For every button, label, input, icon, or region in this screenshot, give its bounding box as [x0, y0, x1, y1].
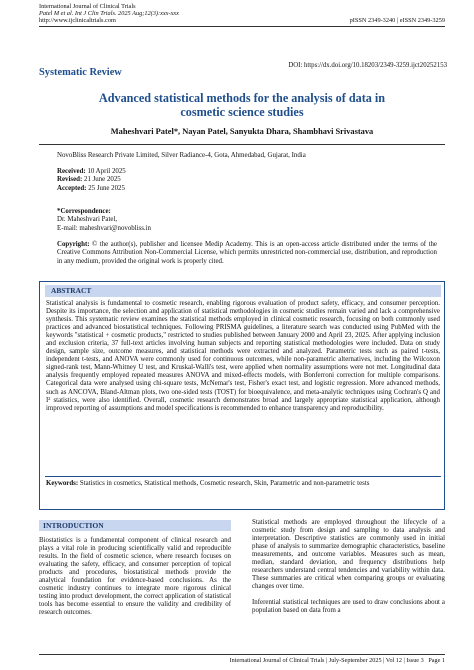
affiliation: NovoBliss Research Private Limited, Silver Radiance-4, Gota, Ahmedabad, Gujarat, India — [57, 152, 306, 159]
copyright-text: © the author(s), publisher and licensee Medip Academy. This is an open-access article distributed under the terms of the Creative Commons Attribution Non-Commercial License, which permits unrestricted non-commercial use, distribution, and reproduction in any medium, provided the original work is properly cited. — [57, 241, 437, 265]
issn-label: pISSN 2349-3240 | eISSN 2349-3259 — [349, 17, 445, 24]
introduction-left-column: Biostatistics is a fundamental component of clinical research and plays a vital role in producing scientifically valid and reproducible results. In the field of cosmetic science, where research focuses on evaluating the safety, efficacy, and consumer perception of topical products and procedures, biostatistical methods provide the analytical foundation for evidence-based conclusions. As the cosmetic industry continues to integrate more rigorous clinical testing into product development, the correct application of statistical tools has become essential to ensure the validity and credibility of research outcomes. — [39, 537, 231, 617]
revised-date: 21 June 2025 — [84, 176, 121, 184]
keywords — [46, 480, 440, 488]
keywords-label: Keywords: — [46, 480, 79, 487]
accepted-date: 25 June 2025 — [88, 184, 125, 192]
copyright-notice — [57, 241, 437, 266]
title-line-2: cosmetic science studies — [180, 105, 304, 119]
abstract-heading: ABSTRACT — [45, 285, 441, 297]
keywords-text: Statistics in cosmetics, Statistical methods, Cosmetic research, Skin, Parametric and non-parametric tests — [79, 480, 370, 487]
footer-rule — [39, 654, 445, 655]
journal-header — [39, 3, 179, 25]
correspondence — [57, 208, 151, 233]
correspondence-label: *Correspondence: — [57, 208, 111, 215]
journal-name: International Journal of Clinical Trials — [39, 3, 136, 10]
received-date: 10 April 2025 — [87, 168, 126, 175]
introduction-right-column — [252, 519, 445, 624]
received-label: Received: — [57, 168, 86, 175]
authors-rule — [39, 144, 445, 145]
correspondence-email[interactable]: E-mail: maheshvari@novobliss.in — [57, 224, 151, 232]
header-rule — [39, 26, 445, 27]
article-type: Systematic Review — [39, 67, 122, 78]
article-title — [39, 91, 445, 119]
correspondence-name: Dr. Maheshvari Patel, — [57, 216, 118, 224]
page-number: Page 1 — [428, 657, 445, 664]
title-line-1: Advanced statistical methods for the analysis of data in — [98, 91, 386, 105]
journal-website[interactable]: http://www.ijclinicaltrials.com — [39, 17, 116, 25]
author-list: Maheshvari Patel*, Nayan Patel, Sanyukta Dhara, Shambhavi Srivastava — [110, 127, 374, 136]
abstract-divider — [45, 476, 441, 477]
journal-citation: Patel M et al. Int J Clin Trials. 2025 Aug;12(3):xxx-xxx — [39, 10, 179, 18]
intro-paragraph-1: Statistical methods are employed throughout the lifecycle of a cosmetic study from design and sampling to data analysis and interpretation. Descriptive statistics are commonly used in initial phase of analysis to summarize demographic characteristics, baseline measurements, and outcome variables. Measures such as mean, median, standard deviation, and frequency distributions help researchers understand central tendencies and variability within data. These summaries are critical when comparing groups or evaluating changes over time. — [252, 519, 445, 591]
doi-link[interactable]: DOI: https://dx.doi.org/10.18203/2349-3259.ijct20252153 — [288, 62, 447, 69]
copyright-label: Copyright: — [57, 241, 90, 248]
introduction-heading: INTRODUCTION — [39, 520, 231, 531]
article-dates — [57, 168, 126, 193]
abstract-box — [39, 281, 445, 510]
revised-label: Revised: — [57, 176, 83, 184]
abstract-text: Statistical analysis is fundamental to cosmetic research, enabling rigorous evaluation of product safety, efficacy, and consumer perception. Despite its importance, the selection and application of statistical methodologies in cosmetic studies remain varied and lack a comprehensive synthesis. This systematic review examines the statistical methods employed in clinical cosmetic research, focusing on both commonly used practices and advanced biostatistical techniques. Following PRISMA guidelines, a literature search was conducted using PubMed with the keywords "statistical + cosmetic products," restricted to studies published between January 2000 and April 23, 2025. After applying inclusion and exclusion criteria, 37 full-text articles involving human subjects and reporting statistical methodologies were included. Data on study design, sample size, outcome measures, and statistical methods were extracted and analyzed. Parametric tests such as paired t-tests, independent t-tests, and ANOVA were commonly used for continuous outcomes, while non-parametric alternatives, including the Wilcoxon signed-rank test, Mann-Whitney U test, and Kruskal-Walli's test, were applied when normality assumptions were not met. Longitudinal data analysis frequently employed repeated measures ANOVA and mixed-effects models, with Bonferroni correction for multiple comparisons. Categorical data were analysed using chi-square tests, McNemar's test, Fisher's exact test, and logistic regression. More advanced methods, such as ANCOVA, Bland-Altman plots, two one-sided tests (TOST) for bioequivalence, and meta-analytic techniques using Cochran's Q and I² statistics, were also identified. Overall, cosmetic research demonstrates broad and largely appropriate statistical application, although improved reporting of assumptions and model specifications is recommended to enhance transparency and reproducibility. — [46, 300, 440, 412]
accepted-label: Accepted: — [57, 184, 87, 192]
page-footer — [39, 657, 445, 664]
intro-paragraph-2: Inferential statistical techniques are used to draw conclusions about a population based on data from a — [252, 599, 445, 615]
footer-journal: International Journal of Clinical Trials | July-September 2025 | Vol 12 | Issue 3 — [229, 657, 424, 664]
